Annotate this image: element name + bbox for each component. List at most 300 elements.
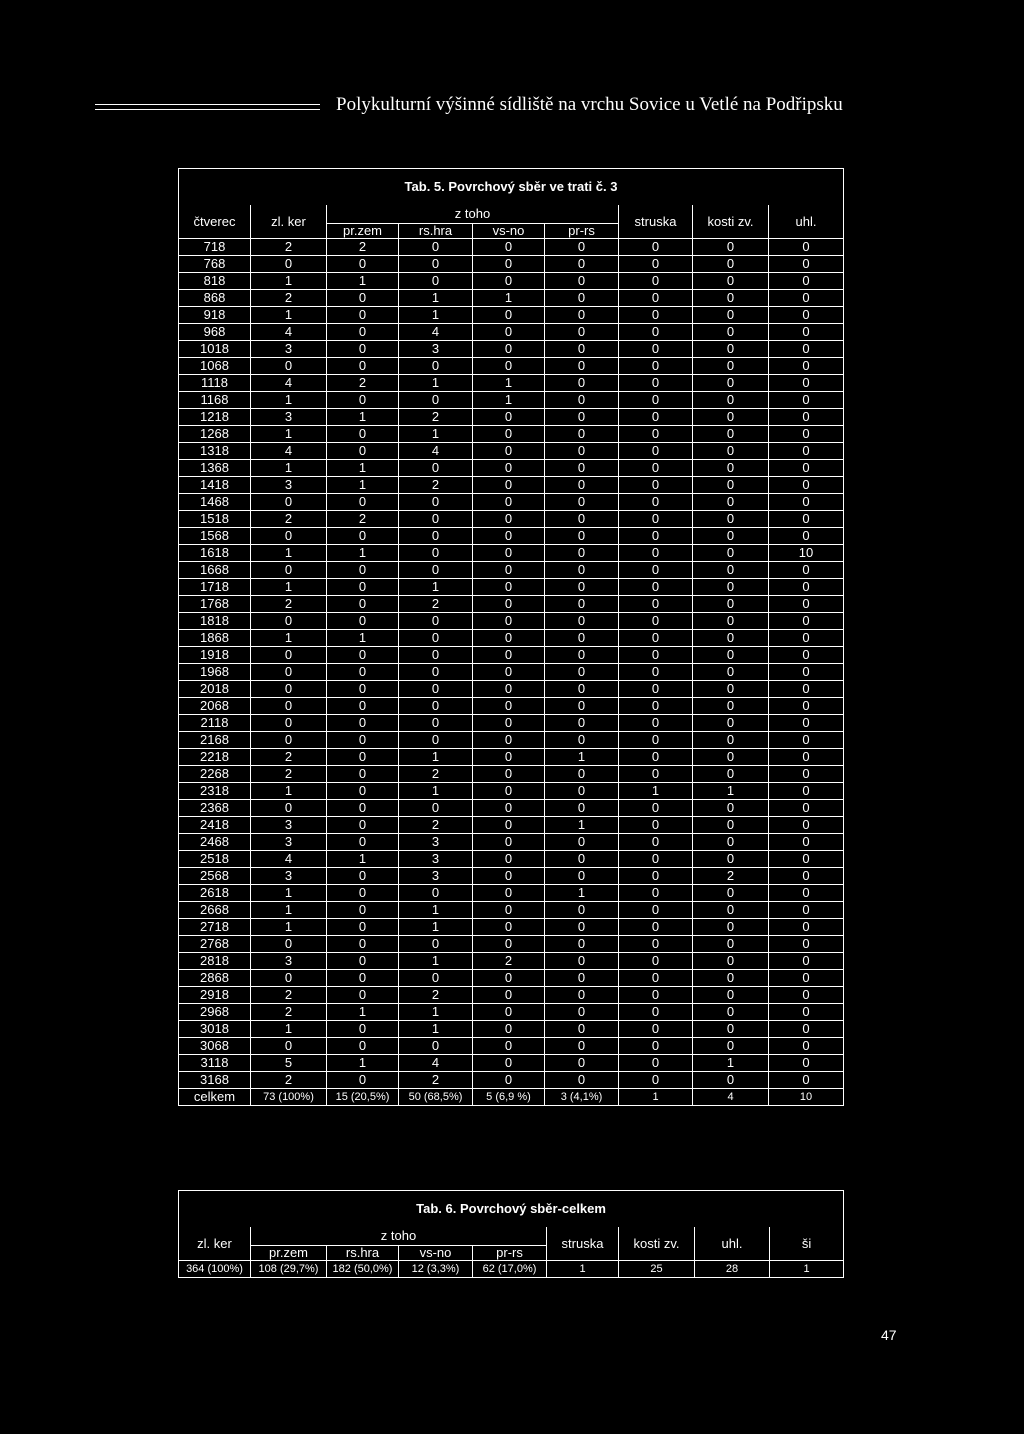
table-cell: 0	[545, 409, 619, 426]
table-cell: 0	[545, 715, 619, 732]
table-cell: 0	[619, 256, 693, 273]
table-cell: 0	[693, 494, 769, 511]
table-cell: 0	[473, 477, 545, 494]
table-cell: 0	[251, 256, 327, 273]
table-cell: 0	[693, 902, 769, 919]
table-cell: 1	[399, 902, 473, 919]
table-cell: 0	[693, 443, 769, 460]
table-cell: 0	[769, 341, 844, 358]
table-cell: 0	[693, 273, 769, 290]
table-row	[179, 953, 844, 970]
table-cell: 0	[327, 953, 399, 970]
table-cell: 0	[769, 970, 844, 987]
table-cell: 0	[545, 902, 619, 919]
table-cell: 0	[473, 885, 545, 902]
table-cell: 0	[619, 681, 693, 698]
table-cell: 0	[769, 613, 844, 630]
table-cell: 0	[473, 307, 545, 324]
table-cell: 0	[693, 732, 769, 749]
table-row	[179, 800, 844, 817]
t6-col-header-z-toho: z toho	[251, 1227, 547, 1246]
table-cell: 0	[769, 817, 844, 834]
table-cell: 1	[251, 1021, 327, 1038]
table-cell: 0	[327, 783, 399, 800]
table-cell: 3	[251, 953, 327, 970]
table-cell: 1418	[179, 477, 251, 494]
table-cell: 0	[251, 664, 327, 681]
table-cell: 0	[399, 460, 473, 477]
table-cell: 0	[769, 647, 844, 664]
table-row	[179, 1261, 844, 1278]
table-cell: 3068	[179, 1038, 251, 1055]
table-cell: 0	[619, 919, 693, 936]
table-cell: 1	[399, 290, 473, 307]
table-cell: 0	[545, 630, 619, 647]
table-cell: 2	[399, 987, 473, 1004]
table-cell: 15 (20,5%)	[327, 1089, 399, 1106]
table-cell: 0	[769, 919, 844, 936]
table-cell: 0	[545, 579, 619, 596]
table-cell: 1	[251, 630, 327, 647]
table-cell: 5 (6,9 %)	[473, 1089, 545, 1106]
table-cell: 4	[399, 443, 473, 460]
table-cell: 0	[769, 1055, 844, 1072]
table-cell: 2	[251, 239, 327, 256]
table-cell: 0	[619, 1072, 693, 1089]
table-cell: 0	[327, 1038, 399, 1055]
table-cell: 0	[473, 256, 545, 273]
col-header-struska: struska	[619, 205, 693, 239]
table-cell: 182 (50,0%)	[327, 1261, 399, 1278]
table-cell: 0	[693, 460, 769, 477]
table-cell: 0	[399, 885, 473, 902]
table-cell: 3	[251, 834, 327, 851]
table-cell: 1	[693, 783, 769, 800]
t6-col-header-si: ši	[770, 1227, 844, 1261]
table-cell: 0	[327, 936, 399, 953]
table-cell: 1	[327, 630, 399, 647]
table-cell: 0	[619, 307, 693, 324]
table-cell: 0	[473, 1055, 545, 1072]
table-cell: 0	[545, 970, 619, 987]
table-cell: 0	[473, 273, 545, 290]
table-cell: 1	[399, 953, 473, 970]
table-cell: 0	[693, 1072, 769, 1089]
table-cell: 0	[769, 902, 844, 919]
table-cell: 0	[251, 528, 327, 545]
table-cell: 2218	[179, 749, 251, 766]
table-cell: 2918	[179, 987, 251, 1004]
table-cell: 0	[693, 647, 769, 664]
table-cell: 0	[693, 290, 769, 307]
table-cell: 3	[399, 868, 473, 885]
table-cell: 718	[179, 239, 251, 256]
table-cell: 1718	[179, 579, 251, 596]
table-cell: 1	[693, 1055, 769, 1072]
table-cell: 0	[545, 256, 619, 273]
table-cell: 3	[251, 409, 327, 426]
table-cell: 364 (100%)	[179, 1261, 251, 1278]
table-cell: 768	[179, 256, 251, 273]
table-cell: 0	[545, 868, 619, 885]
table-row	[179, 1055, 844, 1072]
table-row	[179, 664, 844, 681]
table-cell: 0	[473, 324, 545, 341]
table-row	[179, 290, 844, 307]
table-cell: 0	[769, 1038, 844, 1055]
table-cell: 1	[545, 885, 619, 902]
table-cell: 0	[619, 562, 693, 579]
table-cell: 1	[399, 749, 473, 766]
table-cell: 1568	[179, 528, 251, 545]
table-row	[179, 443, 844, 460]
table-cell: 0	[619, 290, 693, 307]
table-cell: 0	[473, 766, 545, 783]
table-cell: 0	[545, 834, 619, 851]
table-cell: 0	[251, 647, 327, 664]
table-cell: 0	[545, 1072, 619, 1089]
table-cell: 0	[619, 494, 693, 511]
table-cell: 2168	[179, 732, 251, 749]
table-cell: 0	[619, 375, 693, 392]
t6-col-header-struska: struska	[547, 1227, 619, 1261]
table-cell: 0	[545, 358, 619, 375]
t6-col-header-uhl: uhl.	[695, 1227, 770, 1261]
table-cell: 0	[399, 239, 473, 256]
table-cell: 0	[619, 970, 693, 987]
table-cell: 2	[251, 749, 327, 766]
table-cell: 0	[327, 1072, 399, 1089]
table-cell: 0	[619, 664, 693, 681]
table-cell: 108 (29,7%)	[251, 1261, 327, 1278]
table-cell: 73 (100%)	[251, 1089, 327, 1106]
col-header-z-toho: z toho	[327, 205, 619, 224]
table-cell: 0	[693, 800, 769, 817]
table-cell: 1868	[179, 630, 251, 647]
table-cell: 0	[545, 545, 619, 562]
table-cell: 2318	[179, 783, 251, 800]
table-row	[179, 630, 844, 647]
table-cell: 0	[327, 579, 399, 596]
table-cell: 2	[251, 987, 327, 1004]
table-cell: 1	[545, 749, 619, 766]
table-cell: 0	[769, 800, 844, 817]
table-row	[179, 239, 844, 256]
table-cell: 0	[619, 596, 693, 613]
table-cell: 0	[327, 664, 399, 681]
table-cell: 0	[693, 1004, 769, 1021]
table-cell: 1	[619, 1089, 693, 1106]
table-cell: 1118	[179, 375, 251, 392]
table-cell: 2418	[179, 817, 251, 834]
table-cell: 12 (3,3%)	[399, 1261, 473, 1278]
table-cell: 0	[693, 936, 769, 953]
table-cell: 2718	[179, 919, 251, 936]
table-cell: 0	[693, 919, 769, 936]
table-cell: 0	[327, 715, 399, 732]
table-cell: 0	[693, 664, 769, 681]
table-cell: 0	[327, 426, 399, 443]
table-cell: 2	[693, 868, 769, 885]
table-cell: 1268	[179, 426, 251, 443]
table-cell: 0	[619, 1004, 693, 1021]
table-cell: 0	[693, 528, 769, 545]
table-cell: 3	[251, 817, 327, 834]
table-cell: 0	[693, 681, 769, 698]
table-row	[179, 392, 844, 409]
table-cell: 1	[327, 851, 399, 868]
table-cell: 2618	[179, 885, 251, 902]
table-cell: 0	[619, 1021, 693, 1038]
table-cell: 2	[399, 596, 473, 613]
table-cell: 0	[251, 732, 327, 749]
table-cell: 1	[327, 273, 399, 290]
table-cell: 2	[251, 1072, 327, 1089]
table-cell: 1	[251, 392, 327, 409]
table-cell: 0	[473, 494, 545, 511]
table-cell: 2868	[179, 970, 251, 987]
table-cell: 0	[619, 868, 693, 885]
table-cell: 0	[327, 987, 399, 1004]
table-cell: 2	[327, 375, 399, 392]
table-row	[179, 902, 844, 919]
table-cell: 0	[619, 732, 693, 749]
table-row	[179, 681, 844, 698]
table-cell: 2118	[179, 715, 251, 732]
table-cell: 0	[693, 579, 769, 596]
table-cell: 0	[473, 239, 545, 256]
table-cell: 0	[769, 987, 844, 1004]
table-cell: 0	[327, 902, 399, 919]
table-cell: 2018	[179, 681, 251, 698]
table-row	[179, 715, 844, 732]
table-cell: 0	[545, 290, 619, 307]
table-cell: 0	[769, 936, 844, 953]
table-cell: 0	[769, 885, 844, 902]
table-cell: 2	[251, 290, 327, 307]
table-cell: 2	[251, 596, 327, 613]
table-cell: 0	[693, 749, 769, 766]
table-cell: 0	[619, 426, 693, 443]
table-cell: 25	[619, 1261, 695, 1278]
table-row	[179, 426, 844, 443]
table-cell: 1	[251, 460, 327, 477]
table-cell: 0	[545, 953, 619, 970]
table-cell: 0	[545, 732, 619, 749]
table-cell: 2	[251, 766, 327, 783]
table-cell: 0	[545, 494, 619, 511]
table-cell: 1	[399, 919, 473, 936]
table-cell: 1	[251, 783, 327, 800]
table-cell: 0	[769, 426, 844, 443]
table-cell: 0	[473, 460, 545, 477]
table-cell: 0	[545, 273, 619, 290]
table-row	[179, 579, 844, 596]
col-header-uhl: uhl.	[769, 205, 844, 239]
table-cell: 1	[251, 273, 327, 290]
table-cell: 0	[693, 477, 769, 494]
table-cell: 0	[769, 494, 844, 511]
table-cell: 0	[545, 511, 619, 528]
table-row	[179, 783, 844, 800]
table-cell: 0	[473, 800, 545, 817]
table-cell: 0	[473, 647, 545, 664]
table-cell: 1768	[179, 596, 251, 613]
table-row	[179, 732, 844, 749]
table-cell: 0	[619, 392, 693, 409]
table-cell: 0	[327, 307, 399, 324]
table-cell: 0	[327, 494, 399, 511]
table-row	[179, 698, 844, 715]
table-cell: 0	[769, 307, 844, 324]
table-cell: 968	[179, 324, 251, 341]
table-cell: 0	[619, 834, 693, 851]
table-cell: 0	[693, 1038, 769, 1055]
table-cell: 0	[473, 987, 545, 1004]
table-cell: 0	[399, 647, 473, 664]
table-cell: 2518	[179, 851, 251, 868]
table-cell: 0	[399, 630, 473, 647]
table-row	[179, 477, 844, 494]
table-cell: 1	[399, 579, 473, 596]
table-cell: 62 (17,0%)	[473, 1261, 547, 1278]
table-row	[179, 936, 844, 953]
table-cell: 0	[473, 613, 545, 630]
table-row	[179, 341, 844, 358]
table-cell: 0	[399, 494, 473, 511]
table-cell: 50 (68,5%)	[399, 1089, 473, 1106]
table-cell: 0	[545, 443, 619, 460]
table-cell: 1618	[179, 545, 251, 562]
table-cell: 1	[770, 1261, 844, 1278]
table-row	[179, 868, 844, 885]
table-cell: 2	[251, 511, 327, 528]
table-cell: 0	[693, 392, 769, 409]
table-5-caption: Tab. 5. Povrchový sběr ve trati č. 3	[179, 169, 844, 206]
table-cell: 1	[327, 409, 399, 426]
table-cell: 1518	[179, 511, 251, 528]
table-cell: 0	[251, 562, 327, 579]
table-cell: 0	[251, 613, 327, 630]
table-row	[179, 970, 844, 987]
table-cell: 0	[619, 324, 693, 341]
table-cell: 0	[769, 1072, 844, 1089]
table-row	[179, 1038, 844, 1055]
table-cell: 5	[251, 1055, 327, 1072]
table-cell: 0	[693, 1021, 769, 1038]
table-cell: 1	[327, 1004, 399, 1021]
table-cell: 0	[693, 596, 769, 613]
table-cell: 3118	[179, 1055, 251, 1072]
table-cell: 1	[327, 1055, 399, 1072]
table-cell: 0	[769, 1004, 844, 1021]
table-cell: 0	[327, 613, 399, 630]
table-cell: 0	[327, 834, 399, 851]
table-cell: 0	[693, 307, 769, 324]
table-cell: 0	[251, 715, 327, 732]
table-cell: 0	[473, 970, 545, 987]
table-row	[179, 885, 844, 902]
table-cell: 0	[399, 273, 473, 290]
table-cell: 0	[327, 817, 399, 834]
t6-col-header-pr-rs: pr-rs	[473, 1246, 547, 1261]
table-cell: 0	[327, 443, 399, 460]
table-cell: 0	[769, 834, 844, 851]
table-cell: 0	[769, 766, 844, 783]
table-cell: 1068	[179, 358, 251, 375]
table-cell: 0	[251, 1038, 327, 1055]
table-cell: 0	[327, 528, 399, 545]
table-cell: 2	[399, 817, 473, 834]
table-cell: 2	[399, 477, 473, 494]
table-cell: 0	[693, 324, 769, 341]
table-cell: 0	[693, 545, 769, 562]
table-cell: 1168	[179, 392, 251, 409]
col-header-ctverec: čtverec	[179, 205, 251, 239]
table-cell: 0	[693, 970, 769, 987]
table-cell: 0	[473, 732, 545, 749]
table-cell: 1	[399, 375, 473, 392]
table-cell: 0	[693, 409, 769, 426]
table-cell: 0	[545, 766, 619, 783]
table-cell: 0	[473, 851, 545, 868]
table-cell: 0	[473, 681, 545, 698]
table-cell: 0	[693, 358, 769, 375]
table-row	[179, 409, 844, 426]
table-cell: 0	[545, 307, 619, 324]
table-cell: 0	[327, 341, 399, 358]
table-cell: 0	[473, 834, 545, 851]
table-cell: 0	[251, 494, 327, 511]
table-cell: 0	[473, 715, 545, 732]
table-cell: 1368	[179, 460, 251, 477]
table-cell: 0	[473, 664, 545, 681]
table-cell: 0	[473, 579, 545, 596]
table-cell: 1	[399, 307, 473, 324]
table-cell: 0	[619, 800, 693, 817]
table-cell: 0	[769, 596, 844, 613]
table-cell: 0	[251, 970, 327, 987]
table-cell: 0	[619, 698, 693, 715]
table-cell: 0	[693, 851, 769, 868]
table-cell: 3	[399, 851, 473, 868]
table-cell: 0	[619, 358, 693, 375]
table-cell: 0	[693, 562, 769, 579]
table-cell: 0	[545, 392, 619, 409]
table-row	[179, 256, 844, 273]
table-cell: 0	[619, 936, 693, 953]
table-cell: 0	[327, 562, 399, 579]
table-cell: 0	[327, 596, 399, 613]
table-cell: 0	[399, 664, 473, 681]
table-cell: 2	[399, 766, 473, 783]
table-cell: 0	[251, 800, 327, 817]
table-cell: 0	[399, 936, 473, 953]
table-cell: 0	[327, 732, 399, 749]
table-cell: 3168	[179, 1072, 251, 1089]
table-cell: 0	[473, 1038, 545, 1055]
table-cell: 0	[545, 341, 619, 358]
table-cell: 0	[619, 902, 693, 919]
table-cell: 4	[399, 1055, 473, 1072]
table-cell: 0	[327, 885, 399, 902]
table-cell: 1	[399, 1004, 473, 1021]
table-cell: 0	[693, 715, 769, 732]
table-cell: 2	[327, 239, 399, 256]
table-6-caption: Tab. 6. Povrchový sběr-celkem	[179, 1191, 844, 1228]
table-cell: 0	[619, 273, 693, 290]
table-cell: 0	[399, 528, 473, 545]
